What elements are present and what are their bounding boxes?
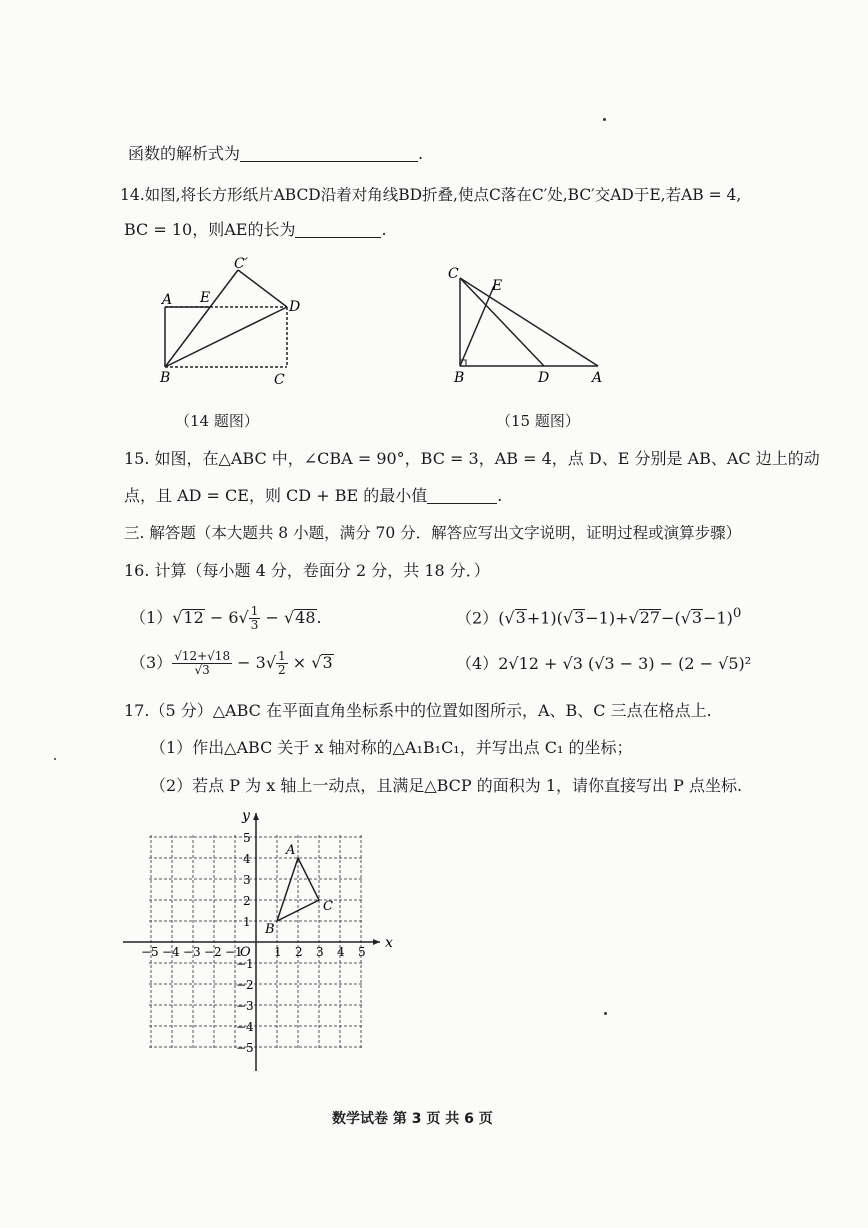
q13-tail: 函数的解析式为 . (128, 144, 424, 163)
fig14-label-c: C (274, 372, 285, 388)
scan-dot (54, 758, 56, 760)
x-tick-label: 4 (337, 945, 345, 959)
y-tick-label: −5 (236, 1041, 254, 1055)
x-axis-label: x (385, 935, 393, 951)
fig15-label-e: E (492, 278, 503, 294)
fig15-label-c: C (448, 266, 459, 282)
y-axis-label: y (242, 808, 250, 824)
page-footer: 数学试卷 第 3 页 共 6 页 (332, 1111, 493, 1127)
q14-line1: 14.如图,将长方形纸片ABCD沿着对角线BD折叠,使点C落在C′处,BC′交AD于E,若AB = 4, (120, 186, 742, 204)
q17-title: 17.（5 分）△ABC 在平面直角坐标系中的位置如图所示，A、B、C 三点在格点上. (124, 701, 712, 720)
y-tick-label: −2 (236, 978, 254, 992)
q15-line1: 15. 如图，在△ABC 中，∠CBA = 90°，BC = 3，AB = 4，点 D、E 分别是 AB、AC 边上的动 (124, 449, 820, 468)
q16-part4: （4）2√12 + √3 (√3 − 3) − (2 − √5)² (456, 654, 752, 673)
section-3-heading: 三. 解答题（本大题共 8 小题，满分 70 分．解答应写出文字说明，证明过程或演算步骤） (124, 524, 742, 542)
scan-dot (604, 1012, 607, 1015)
fig14-label-c1: C′ (234, 256, 248, 272)
fig14-label-e: E (200, 290, 211, 306)
y-tick-label: 3 (243, 873, 251, 887)
x-tick-label: 3 (316, 945, 324, 959)
x-tick-label: 2 (295, 945, 303, 959)
x-axis-arrow (373, 939, 380, 945)
fig15-label-b: B (454, 370, 465, 386)
y-tick-label: 2 (243, 894, 251, 908)
x-tick-label: −1 (225, 945, 243, 959)
fig14-caption: （14 题图） (175, 412, 259, 430)
point-label-a: A (286, 843, 296, 858)
figure-15 (440, 258, 620, 388)
q16-part2: $(2)(√3+1)(√3-1)+√27-(√3-1)^0$ (456, 606, 742, 628)
origin-label: O (240, 945, 251, 960)
q17-sub1: （1）作出△ABC 关于 x 轴对称的△A₁B₁C₁，并写出点 C₁ 的坐标； (150, 738, 633, 757)
fig14-label-a: A (162, 292, 173, 308)
fig15-label-a: A (592, 370, 603, 386)
x-tick-label: −3 (183, 945, 201, 959)
y-tick-label: −1 (236, 957, 254, 971)
y-tick-label: 5 (243, 831, 251, 845)
coordinate-grid (115, 808, 405, 1078)
y-tick-label: 4 (243, 852, 251, 866)
q14-line2: BC = 10，则AE的长为 . (124, 220, 387, 239)
y-tick-label: −3 (236, 999, 254, 1013)
x-tick-label: −5 (141, 945, 159, 959)
fig14-label-d: D (289, 299, 301, 315)
fig14-label-b: B (160, 370, 171, 386)
q16-part1: （1）√12 − 6√ $\frac{1}{3}$ − √48. (130, 604, 322, 632)
q16-title: 16. 计算（每小题 4 分，卷面分 2 分，共 18 分．） (124, 561, 490, 580)
q17-sub2: （2）若点 P 为 x 轴上一动点，且满足△BCP 的面积为 1，请你直接写出 P 点坐标. (150, 776, 743, 795)
x-tick-label: −4 (162, 945, 180, 959)
point-label-c: C (323, 899, 333, 914)
q16-part3: （3） $\frac{√12+√18}{√3}$ − 3√ $\frac{1}{2}$ × √3 (130, 649, 333, 677)
figure-14 (150, 252, 320, 392)
q15-line2: 点，且 AD = CE，则 CD + BE 的最小值 . (124, 486, 503, 505)
y-tick-label: −4 (236, 1020, 254, 1034)
fig15-caption: （15 题图） (496, 412, 580, 430)
x-tick-label: 1 (274, 945, 282, 959)
x-tick-label: −2 (204, 945, 222, 959)
x-tick-label: 5 (358, 945, 366, 959)
fig15-label-d: D (538, 370, 550, 386)
point-label-b: B (265, 922, 275, 937)
y-axis-arrow (253, 813, 259, 820)
scan-dot (603, 118, 606, 121)
y-tick-label: 1 (243, 915, 251, 929)
